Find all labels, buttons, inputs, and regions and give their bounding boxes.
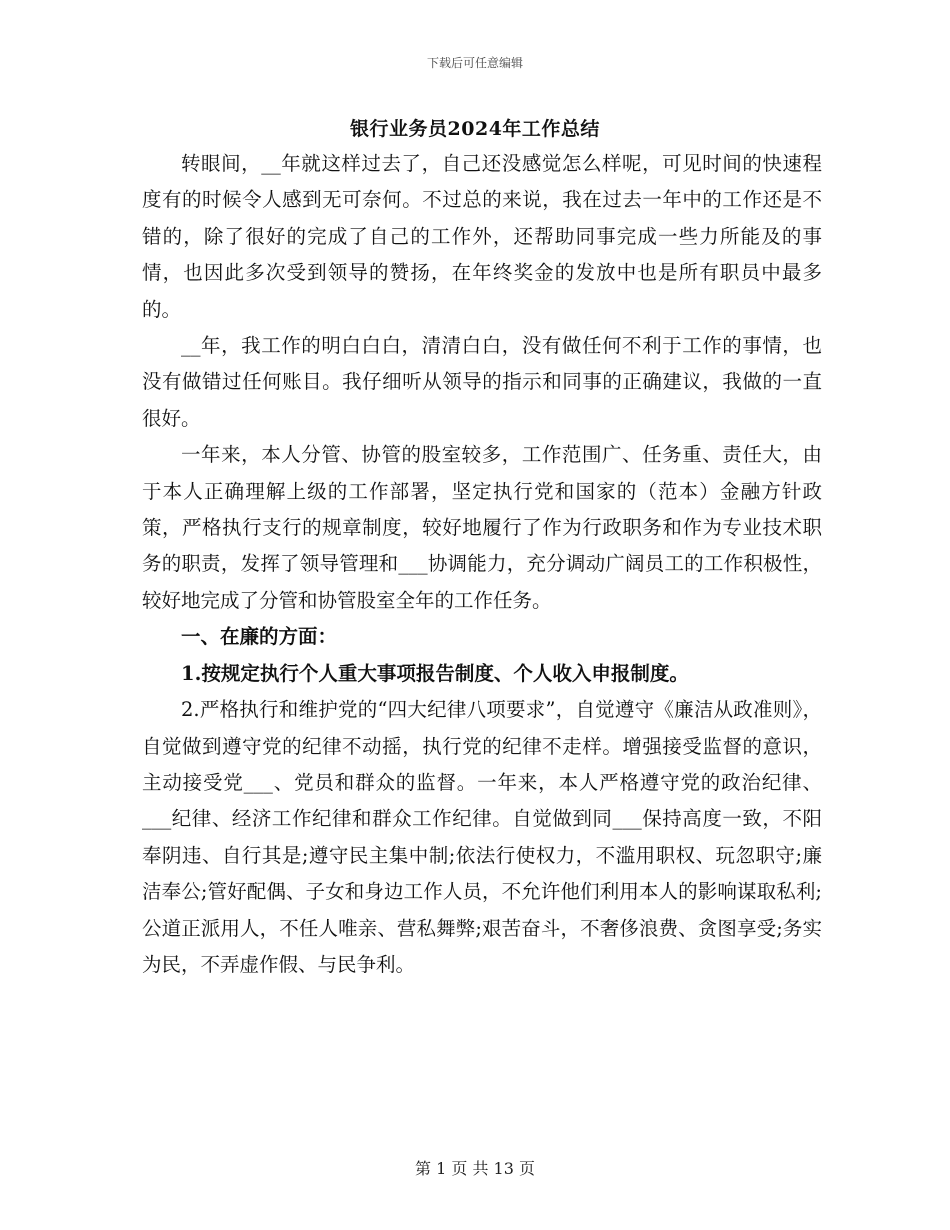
document-body bbox=[142, 146, 822, 983]
list-item-1: 1.按规定执行个人重大事项报告制度、个人收入申报制度。 bbox=[181, 661, 689, 685]
document-title: 银行业务员2024年工作总结 bbox=[350, 118, 600, 140]
page-header-note: 下载后可任意编辑 bbox=[426, 56, 523, 70]
page-number: 第 1 页 共 13 页 bbox=[415, 1159, 535, 1178]
paragraph-intro: 转眼间，__年就这样过去了，自己还没感觉怎么样呢，可见时间的快速程度有的时候令人感到无可奈何。不过总的来说，我在过去一年中的工作还是不错的，除了很好的完成了自己的工作外，还帮助同事完成一些力所能及的事情，也因此多次受到领导的赞扬，在年终奖金的发放中也是所有职员中最多的。 bbox=[142, 152, 822, 321]
section-heading: 一、在廉的方面： bbox=[181, 625, 338, 649]
paragraph-responsibilities: 一年来，本人分管、协管的股室较多，工作范围广、任务重、责任大，由于本人正确理解上级的工作部署，坚定执行党和国家的（范本）金融方针政策，严格执行支行的规章制度，较好地履行了作为行政职务和作为专业技术职务的职责，发挥了领导管理和___协调能力，充分调动广阔员工的工作积极性，较好地完成了分管和协管股室全年的工作任务。 bbox=[142, 443, 822, 612]
list-item-2: 2.严格执行和维护党的“四大纪律八项要求”，自觉遵守《廉洁从政准则》，自觉做到遵守党的纪律不动摇，执行党的纪律不走样。增强接受监督的意识，主动接受党___、党员和群众的监督。一年来，本人严格遵守党的政治纪律、___纪律、经济工作纪律和群众工作纪律。自觉做到同___保持高度一致，不阳奉阴违、自行其是;遵守民主集中制;依法行使权力，不滥用职权、玩忽职守;廉洁奉公;管好配偶、子女和身边工作人员，不允许他们利用本人的影响谋取私利;公道正派用人，不任人唯亲、营私舞弊;艰苦奋斗，不奢侈浪费、贪图享受;务实为民，不弄虚作假、与民争利。 bbox=[142, 698, 822, 976]
paragraph-conduct: __年，我工作的明白白白，清清白白，没有做任何不利于工作的事情，也没有做错过任何账目。我仔细听从领导的指示和同事的正确建议，我做的一直很好。 bbox=[142, 334, 822, 430]
